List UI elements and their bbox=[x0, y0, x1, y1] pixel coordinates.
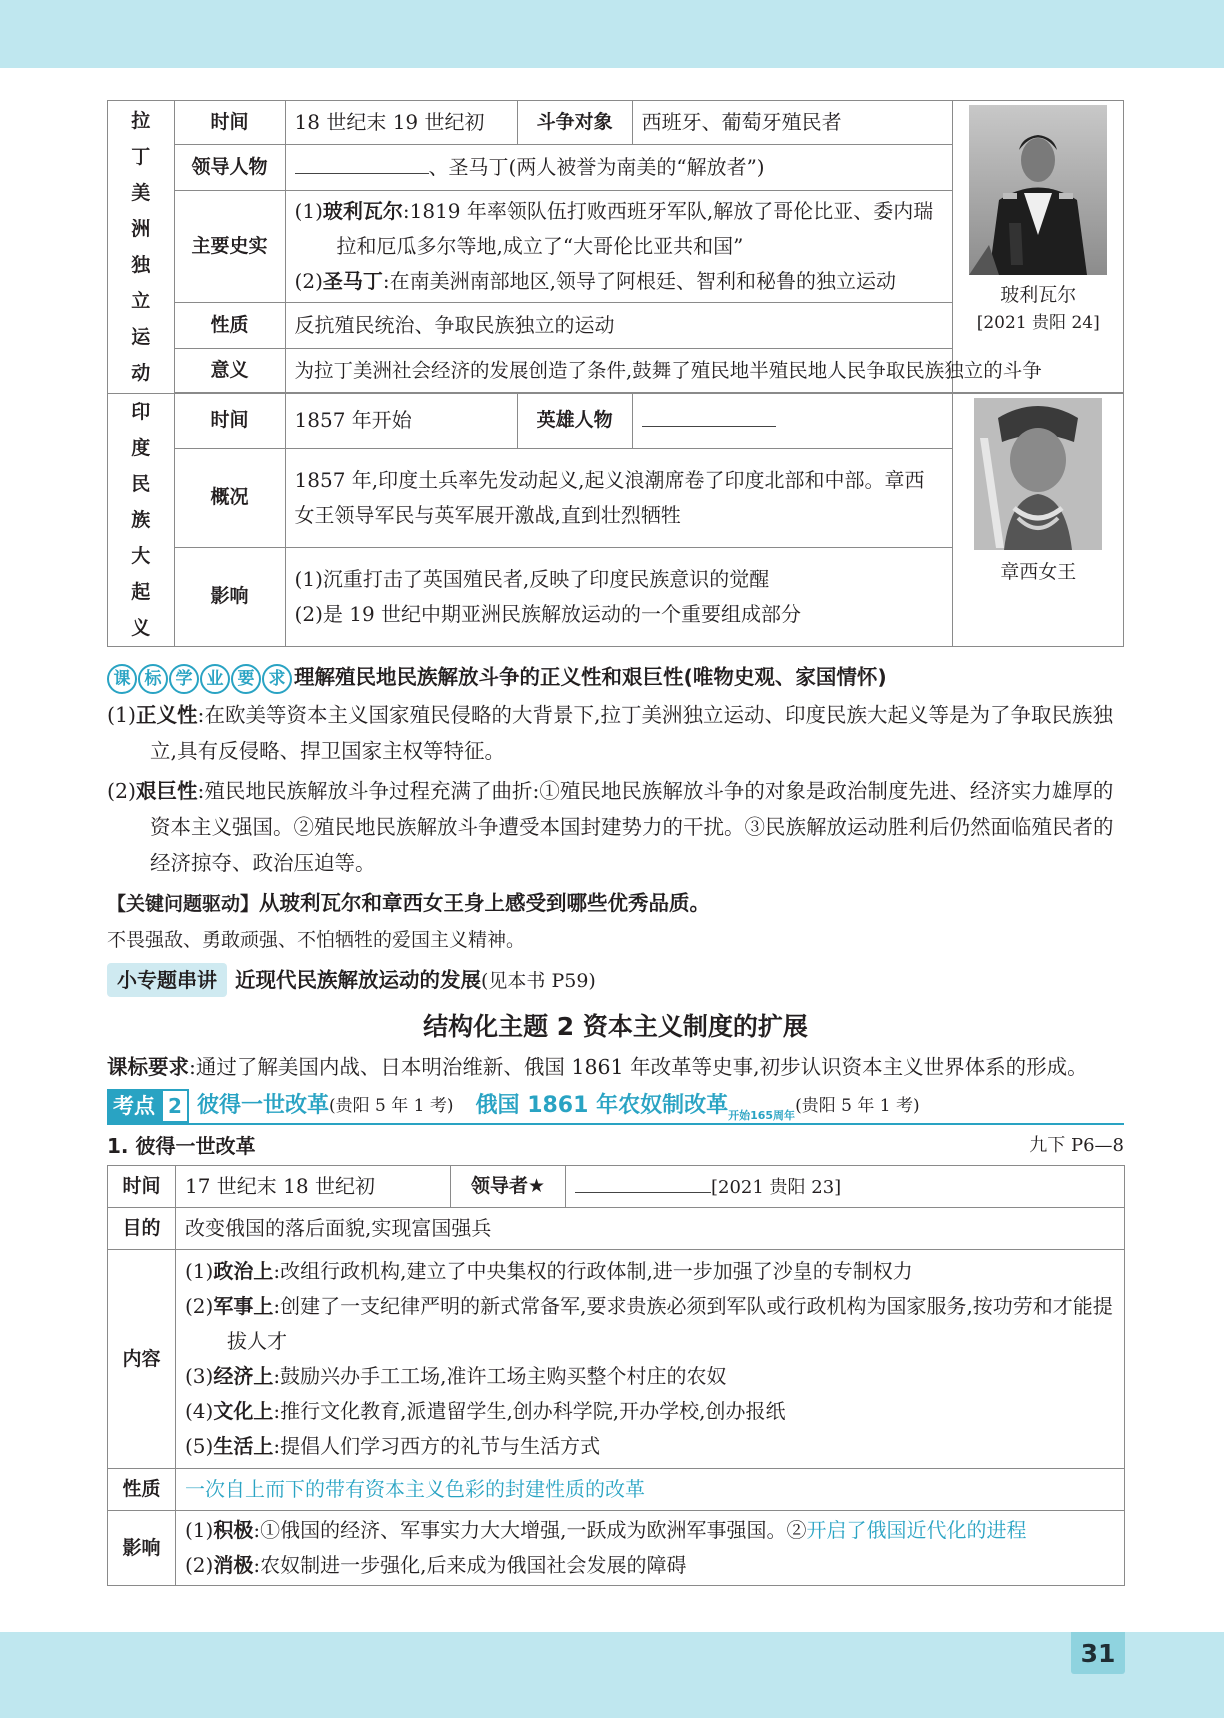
latin-target-value: 西班牙、葡萄牙殖民者 bbox=[632, 101, 953, 145]
i1-blue: 开启了俄国近代化的进程 bbox=[806, 1518, 1027, 1542]
theme-req-text: :通过了解美国内战、日本明治维新、俄国 1861 年改革等史事,初步认识资本主义世界体系的形成。 bbox=[189, 1055, 1088, 1079]
top-band bbox=[0, 0, 1224, 68]
latin-time-label: 时间 bbox=[174, 101, 285, 145]
bottom-band bbox=[0, 1632, 1224, 1718]
c2-lead: (2) bbox=[185, 1294, 214, 1318]
requirement-p2 bbox=[107, 773, 1124, 881]
peter-ref: 九下 P6—8 bbox=[1029, 1135, 1124, 1156]
fact-1 bbox=[295, 194, 944, 264]
fact-2-lead: (2) bbox=[294, 269, 323, 293]
c5-lead: (5) bbox=[185, 1434, 214, 1458]
peter-nature-label: 性质 bbox=[108, 1469, 176, 1511]
rani-portrait bbox=[974, 398, 1102, 550]
peter-leader-source: [2021 贵阳 23] bbox=[711, 1176, 842, 1198]
c3-text: :鼓励兴办手工工场,准许工场主购买整个村庄的农奴 bbox=[273, 1364, 727, 1388]
latin-rowhead: 拉丁美洲独立运动 bbox=[108, 101, 175, 394]
kaodian-label: 考点 bbox=[107, 1089, 161, 1123]
peter-impact-cell bbox=[176, 1511, 1125, 1586]
key-answer: 不畏强敌、勇敢顽强、不怕牺牲的爱国主义精神。 bbox=[107, 929, 526, 951]
p1-key: 正义性 bbox=[136, 703, 198, 727]
requirement-badge bbox=[107, 664, 292, 694]
i1-text: :①俄国的经济、军事实力大大增强,一跃成为欧洲军事强国。② bbox=[253, 1518, 807, 1542]
liberation-table bbox=[107, 100, 1124, 647]
c1-lead: (1) bbox=[185, 1259, 214, 1283]
latin-facts-label: 主要史实 bbox=[174, 191, 285, 303]
latin-facts-cell bbox=[285, 191, 953, 303]
mini-topic-title: 近现代民族解放运动的发展 bbox=[235, 968, 481, 992]
peter-leader-cell bbox=[566, 1166, 1125, 1208]
requirement-heading bbox=[107, 659, 1124, 695]
c2-text: :创建了一支纪律严明的新式常备军,要求贵族必须到军队或行政机构为国家服务,按功劳和才能提拔人才 bbox=[227, 1294, 1113, 1353]
impact-2 bbox=[185, 1548, 1115, 1583]
c3-lead: (3) bbox=[185, 1364, 214, 1388]
hero-blank[interactable] bbox=[642, 403, 776, 427]
key-question-label: 【关键问题驱动】 bbox=[107, 893, 260, 915]
latin-leader-value: 、圣马丁(两人被誉为南美的“解放者”) bbox=[428, 155, 765, 179]
latin-meaning-label: 意义 bbox=[174, 349, 285, 393]
theme-req-label: 课标要求 bbox=[107, 1055, 189, 1079]
india-summary-label: 概况 bbox=[174, 448, 285, 547]
impact-1 bbox=[185, 1513, 1115, 1548]
content-1 bbox=[185, 1254, 1115, 1289]
badge-char: 求 bbox=[262, 664, 292, 694]
peter-leader-blank[interactable] bbox=[575, 1169, 711, 1193]
c3-key: 经济上 bbox=[213, 1364, 274, 1388]
kaodian-title-2: 俄国 1861 年农奴制改革 bbox=[475, 1093, 729, 1118]
india-impact-label: 影响 bbox=[174, 547, 285, 646]
i2-key: 消极 bbox=[213, 1553, 254, 1577]
india-time-value: 1857 年开始 bbox=[285, 394, 517, 449]
latin-time-value: 18 世纪末 19 世纪初 bbox=[285, 101, 517, 145]
india-hero-cell bbox=[632, 394, 953, 449]
theme-title: 结构化主题 2 资本主义制度的扩展 bbox=[423, 1012, 808, 1041]
page-content bbox=[107, 100, 1124, 1586]
peter-impact-label: 影响 bbox=[108, 1511, 176, 1586]
kaodian-note-2: (贵阳 5 年 1 考) bbox=[795, 1096, 920, 1116]
latin-nature-value: 反抗殖民统治、争取民族独立的运动 bbox=[285, 303, 953, 349]
fact-2 bbox=[295, 264, 944, 299]
mini-topic-pill: 小专题串讲 bbox=[107, 963, 227, 997]
mini-topic-ref: (见本书 P59) bbox=[481, 970, 596, 992]
kaodian-sup: 开始165周年 bbox=[728, 1109, 796, 1122]
peter-nature-value: 一次自上而下的带有资本主义色彩的封建性质的改革 bbox=[176, 1469, 1125, 1511]
india-summary-value: 1857 年,印度土兵率先发动起义,起义浪潮席卷了印度北部和中部。章西女王领导军民与英军展开激战,直到壮烈牺牲 bbox=[285, 448, 953, 547]
c2-key: 军事上 bbox=[213, 1294, 274, 1318]
key-question-text: 从玻利瓦尔和章西女王身上感受到哪些优秀品质。 bbox=[259, 891, 711, 915]
requirement-p1 bbox=[107, 697, 1124, 769]
c4-text: :推行文化教育,派遣留学生,创办科学院,开办学校,创办报纸 bbox=[273, 1399, 786, 1423]
c4-lead: (4) bbox=[185, 1399, 214, 1423]
content-4 bbox=[185, 1394, 1115, 1429]
india-impact-2: (2)是 19 世纪中期亚洲民族解放运动的一个重要组成部分 bbox=[294, 601, 802, 626]
india-impact-1: (1)沉重打击了英国殖民者,反映了印度民族意识的觉醒 bbox=[294, 566, 770, 591]
peter-content-cell bbox=[176, 1250, 1125, 1469]
india-impact-cell bbox=[285, 547, 953, 646]
p1-lead: (1) bbox=[107, 703, 137, 727]
c5-key: 生活上 bbox=[213, 1434, 274, 1458]
latin-leader-cell bbox=[285, 145, 953, 191]
bolivar-source: [2021 贵阳 24] bbox=[976, 313, 1100, 333]
key-question bbox=[107, 885, 1124, 922]
latin-target-label: 斗争对象 bbox=[517, 101, 632, 145]
badge-char: 标 bbox=[138, 664, 168, 694]
fact-2-text: :在南美洲南部地区,领导了阿根廷、智利和秘鲁的独立运动 bbox=[382, 269, 896, 293]
peter-goal-value: 改变俄国的落后面貌,实现富国强兵 bbox=[176, 1208, 1125, 1250]
c4-key: 文化上 bbox=[213, 1399, 274, 1423]
kaodian-note-1: (贵阳 5 年 1 考) bbox=[329, 1096, 454, 1116]
content-3 bbox=[185, 1359, 1115, 1394]
latin-meaning-value: 为拉丁美洲社会经济的发展创造了条件,鼓舞了殖民地半殖民地人民争取民族独立的斗争 bbox=[285, 349, 1123, 393]
badge-char: 要 bbox=[231, 664, 261, 694]
p2-key: 艰巨性 bbox=[136, 779, 198, 803]
latin-leader-label: 领导人物 bbox=[174, 145, 285, 191]
peter-heading: 1. 彼得一世改革 bbox=[107, 1134, 256, 1158]
peter-table bbox=[107, 1165, 1125, 1586]
kaodian-num: 2 bbox=[161, 1089, 189, 1123]
fact-1-text: :1819 年率领队伍打败西班牙军队,解放了哥伦比亚、委内瑞拉和厄瓜多尔等地,成立了“大哥伦比亚共和国” bbox=[336, 199, 934, 258]
latin-nature-label: 性质 bbox=[174, 303, 285, 349]
india-time-label: 时间 bbox=[174, 394, 285, 449]
india-hero-label: 英雄人物 bbox=[517, 394, 632, 449]
fact-2-name: 圣马丁 bbox=[322, 269, 383, 293]
peter-subhead bbox=[107, 1127, 1124, 1165]
rani-photo-cell bbox=[953, 394, 1124, 647]
kaodian-bar bbox=[107, 1089, 1124, 1125]
p1-text: :在欧美等资本主义国家殖民侵略的大背景下,拉丁美洲独立运动、印度民族大起义等是为了争取民族独立,具有反侵略、捍卫国家主权等特征。 bbox=[150, 703, 1113, 763]
c5-text: :提倡人们学习西方的礼节与生活方式 bbox=[273, 1434, 601, 1458]
badge-char: 业 bbox=[200, 664, 230, 694]
requirement-title: 理解殖民地民族解放斗争的正义性和艰巨性(唯物史观、家国情怀) bbox=[294, 665, 887, 689]
peter-time-value: 17 世纪末 18 世纪初 bbox=[176, 1166, 451, 1208]
i1-key: 积极 bbox=[213, 1518, 254, 1542]
peter-goal-label: 目的 bbox=[108, 1208, 176, 1250]
p2-lead: (2) bbox=[107, 779, 137, 803]
page-number: 31 bbox=[1071, 1632, 1125, 1674]
peter-content-label: 内容 bbox=[108, 1250, 176, 1469]
mini-topic bbox=[107, 962, 1124, 999]
badge-char: 学 bbox=[169, 664, 199, 694]
i2-lead: (2) bbox=[185, 1553, 214, 1577]
fact-1-lead: (1) bbox=[294, 199, 323, 223]
p2-text: :殖民地民族解放斗争过程充满了曲折:①殖民地民族解放斗争的对象是政治制度先进、经济实力雄厚的资本主义强国。②殖民地民族解放斗争遭受本国封建势力的干扰。③民族解放运动胜利后仍然面临殖民者的经济掠夺、政治压迫等。 bbox=[150, 779, 1114, 875]
badge-char: 课 bbox=[107, 664, 137, 694]
bolivar-portrait bbox=[969, 105, 1107, 275]
peter-time-label: 时间 bbox=[108, 1166, 176, 1208]
bolivar-caption: 玻利瓦尔 bbox=[1000, 284, 1077, 306]
theme-requirement bbox=[107, 1049, 1124, 1085]
peter-leader-label: 领导者★ bbox=[451, 1166, 566, 1208]
kaodian-title-1: 彼得一世改革 bbox=[197, 1093, 330, 1118]
content-2 bbox=[185, 1289, 1115, 1359]
india-rowhead: 印度民族大起义 bbox=[108, 394, 175, 647]
i1-lead: (1) bbox=[185, 1518, 214, 1542]
c1-text: :改组行政机构,建立了中央集权的行政体制,进一步加强了沙皇的专制权力 bbox=[273, 1259, 913, 1283]
leader-blank[interactable] bbox=[295, 150, 429, 174]
fact-1-name: 玻利瓦尔 bbox=[322, 199, 403, 223]
rani-caption: 章西女王 bbox=[1000, 561, 1077, 583]
c1-key: 政治上 bbox=[213, 1259, 274, 1283]
i2-text: :农奴制进一步强化,后来成为俄国社会发展的障碍 bbox=[253, 1553, 687, 1577]
content-5 bbox=[185, 1429, 1115, 1464]
